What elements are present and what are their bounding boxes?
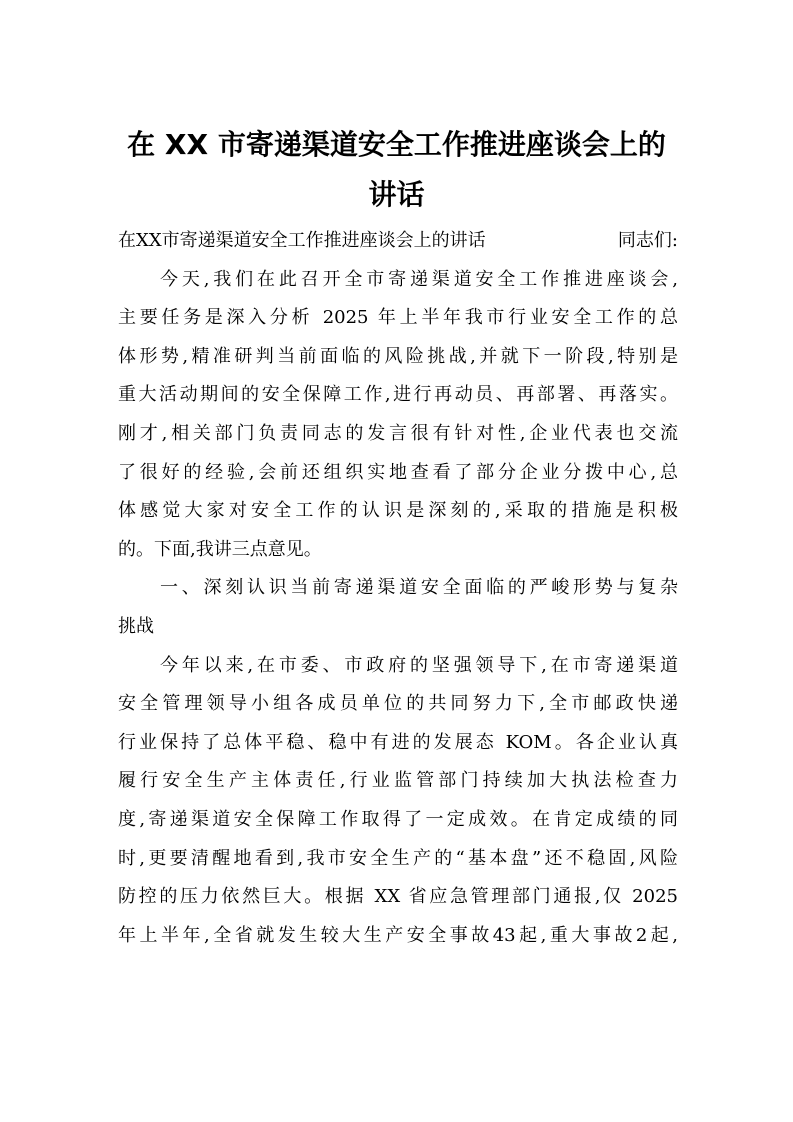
paragraph-3-line-1: 今年以来,在市委、市政府的坚强领导下,在市寄递渠道 [160, 654, 678, 676]
paragraph-3-line-5: 度,寄递渠道安全保障工作取得了一定成效。在肯定成绩的同 [118, 808, 678, 830]
paragraph-3-line-7: 防控的压力依然巨大。根据 XX 省应急管理部门通报,仅 2025 [118, 886, 678, 908]
paragraph-3-line-4: 履行安全生产主体责任,行业监管部门持续加大执法检查力 [118, 770, 678, 792]
paragraph-3-line-2: 安全管理领导小组各成员单位的共同努力下,全市邮政快递 [118, 693, 678, 715]
paragraph-1-line-4: 重大活动期间的安全保障工作,进行再动员、再部署、再落实。 [118, 384, 678, 406]
paragraph-3-line-3: 行业保持了总体平稳、稳中有进的发展态 KOM。各企业认真 [118, 731, 678, 753]
paragraph-3-line-6: 时,更要清醒地看到,我市安全生产的“基本盘”还不稳固,风险 [118, 847, 678, 869]
document-title-line-1: 在 XX 市寄递渠道安全工作推进座谈会上的 [127, 128, 666, 161]
paragraph-1-line-1: 今天,我们在此召开全市寄递渠道安全工作推进座谈会, [160, 268, 678, 290]
paragraph-1-line-5: 刚才,相关部门负责同志的发言很有针对性,企业代表也交流 [118, 422, 678, 444]
paragraph-3-line-8: 年上半年,全省就发生较大生产安全事故43起,重大事故2起, [118, 924, 678, 946]
paragraph-1-line-7: 体感觉大家对安全工作的认识是深刻的,采取的措施是积极 [118, 500, 678, 522]
document-body [118, 222, 678, 955]
document-title-line-2: 讲话 [368, 178, 425, 211]
paragraph-1-line-3: 体形势,精准研判当前面临的风险挑战,并就下一阶段,特别是 [118, 345, 678, 367]
paragraph-1-line-6: 了很好的经验,会前还组织实地查看了部分企业分拨中心,总 [118, 461, 678, 483]
section-heading-line-2: 挑战 [118, 615, 154, 637]
paragraph-1-line-2: 主要任务是深入分析 2025 年上半年我市行业安全工作的总 [118, 307, 678, 329]
intro-heading: 在XX市寄递渠道安全工作推进座谈会上的讲话 [118, 230, 486, 251]
section-heading-line-1: 一、深刻认识当前寄递渠道安全面临的严峻形势与复杂 [160, 577, 678, 599]
paragraph-1-line-8: 的。下面,我讲三点意见。 [118, 538, 322, 560]
salutation: 同志们: [617, 230, 678, 251]
intro-line [118, 222, 678, 261]
